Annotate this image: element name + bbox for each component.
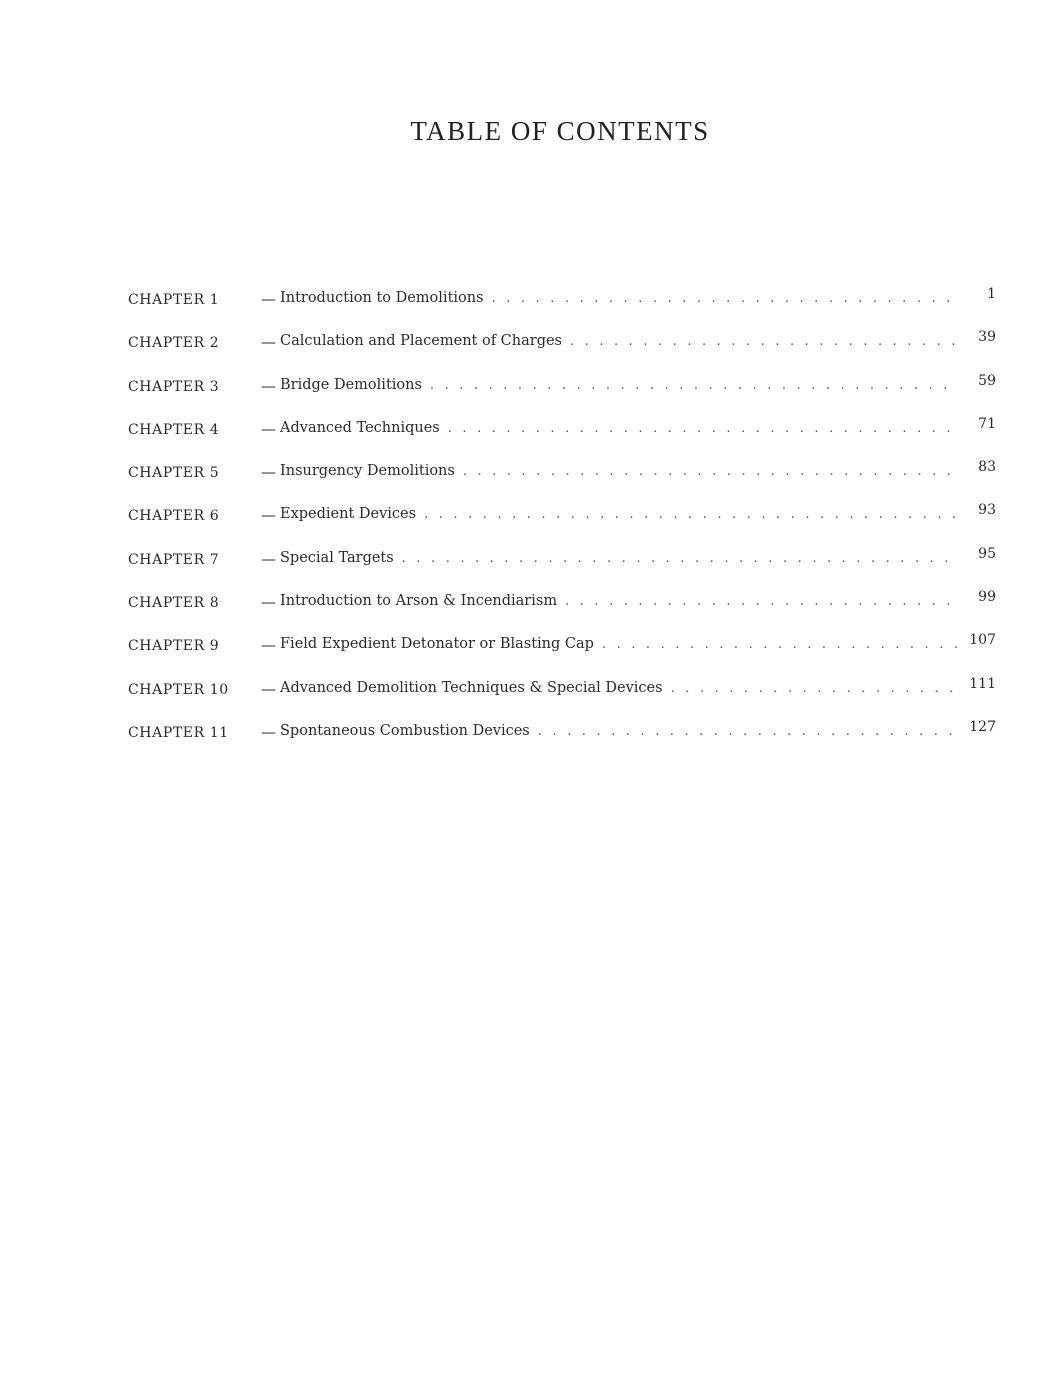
dot-leader [448,421,958,436]
toc-entry [128,459,996,502]
entry-dash: — [261,290,276,308]
entry-line [280,593,958,609]
dot-leader [671,681,958,696]
page-number: 127 [969,718,996,735]
dot-leader [463,464,958,479]
dot-leader [430,378,958,393]
dot-leader [538,724,958,739]
entry-dash: — [261,679,276,698]
chapter-label: CHAPTER 3 [128,378,220,395]
table-of-contents [128,286,996,762]
chapter-label: CHAPTER 9 [128,638,220,655]
entry-dash: — [261,722,276,741]
chapter-title: Spontaneous Combustion Devices [280,722,530,739]
entry-line [280,377,958,393]
page-number: 59 [978,372,996,389]
page-number: 1 [987,286,996,302]
chapter-label: CHAPTER 11 [128,724,229,741]
entry-dash: — [261,333,276,352]
entry-dash: — [261,593,276,612]
chapter-label: CHAPTER 10 [128,681,229,698]
entry-line [280,506,958,522]
entry-dash: — [261,636,276,655]
chapter-label: CHAPTER 1 [128,292,220,308]
page-number: 83 [978,459,996,476]
toc-entry [128,589,996,632]
entry-line [280,550,958,566]
dot-leader [492,291,958,306]
chapter-title: Field Expedient Detonator or Blasting Cap [280,636,594,653]
toc-entry [128,546,996,589]
toc-entry [128,719,996,762]
toc-entry [128,502,996,545]
chapter-title: Introduction to Arson & Incendiarism [280,593,558,610]
entry-dash: — [261,506,276,525]
entry-line [280,333,958,349]
chapter-label: CHAPTER 4 [128,421,220,438]
entry-line [280,463,958,479]
entry-line [280,290,958,306]
dot-leader [570,334,958,349]
dot-leader [602,637,958,652]
entry-line [280,636,958,652]
chapter-label: CHAPTER 7 [128,551,220,568]
entry-dash: — [261,376,276,395]
toc-entry [128,329,996,372]
entry-dash: — [261,419,276,438]
chapter-title: Introduction to Demolitions [280,290,484,306]
page-title: TABLE OF CONTENTS [410,116,710,146]
dot-leader [565,594,958,609]
page-number: 111 [969,675,996,692]
chapter-label: CHAPTER 2 [128,335,220,352]
page-number: 95 [978,545,996,562]
toc-entry [128,286,996,329]
chapter-title: Special Targets [280,549,394,566]
page-number: 39 [978,329,996,346]
chapter-title: Advanced Techniques [280,419,440,436]
chapter-title: Expedient Devices [280,506,417,523]
entry-line [280,420,958,436]
chapter-label: CHAPTER 6 [128,508,220,525]
entry-line [280,680,958,696]
entry-dash: — [261,463,276,482]
toc-entry [128,676,996,719]
entry-dash: — [261,549,276,568]
entry-line [280,723,958,739]
toc-entry [128,373,996,416]
toc-entry [128,416,996,459]
page-number: 93 [978,502,996,519]
dot-leader [402,551,958,566]
page-number: 99 [978,589,996,606]
chapter-title: Advanced Demolition Techniques & Special Devices [280,679,663,696]
chapter-title: Calculation and Placement of Charges [280,333,562,350]
page-number: 107 [969,632,996,649]
chapter-title: Insurgency Demolitions [280,463,455,480]
toc-entry [128,632,996,675]
chapter-label: CHAPTER 5 [128,465,220,482]
chapter-label: CHAPTER 8 [128,595,220,612]
dot-leader [424,507,958,522]
chapter-title: Bridge Demolitions [280,376,422,393]
page-number: 71 [978,415,996,432]
